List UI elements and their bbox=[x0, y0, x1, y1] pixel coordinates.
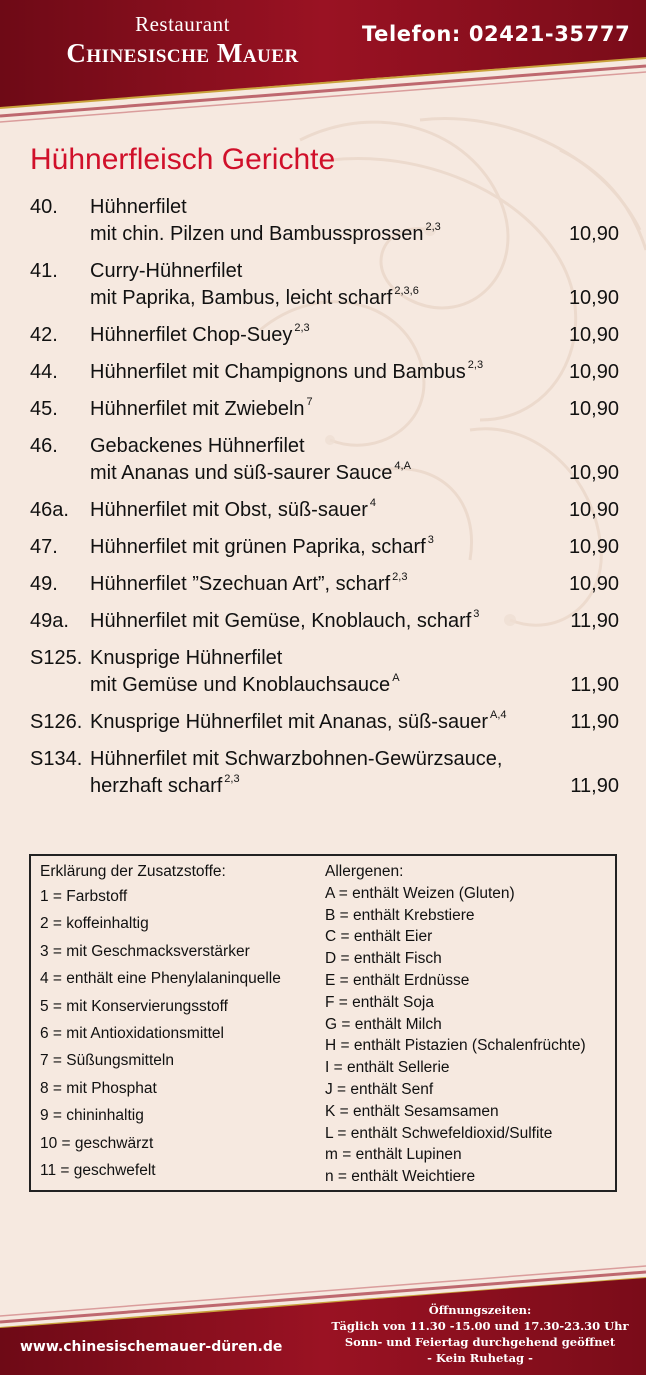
item-additive-codes: A,4 bbox=[489, 709, 507, 722]
item-description bbox=[30, 497, 622, 524]
item-description-line bbox=[90, 571, 542, 598]
item-number: 45. bbox=[30, 398, 58, 420]
item-description bbox=[30, 571, 622, 598]
menu-item bbox=[30, 322, 622, 349]
item-price: 10,90 bbox=[568, 536, 619, 558]
item-description-line bbox=[90, 359, 542, 386]
item-number: 49a. bbox=[30, 610, 69, 632]
item-description-line bbox=[90, 221, 542, 248]
additives-list bbox=[40, 887, 320, 1188]
item-description bbox=[30, 322, 622, 349]
legend-box bbox=[29, 854, 617, 1192]
menu-item bbox=[30, 709, 622, 736]
item-description-line bbox=[90, 672, 542, 699]
item-number: 46. bbox=[30, 435, 58, 457]
restaurant-label: Restaurant bbox=[135, 12, 230, 36]
item-number: 41. bbox=[30, 260, 58, 282]
allergen-entry: L = enthält Schwefeldioxid/Sulfite bbox=[325, 1124, 553, 1142]
additive-entry: 4 = enthält eine Phenylalaninquelle bbox=[40, 970, 281, 988]
additive-entry: 3 = mit Geschmacksverstärker bbox=[40, 942, 250, 960]
item-description-line bbox=[90, 773, 542, 800]
item-text: Hühnerfilet mit grünen Paprika, scharf bbox=[90, 536, 426, 558]
item-additive-codes: 2,3,6 bbox=[394, 285, 419, 298]
item-description-line bbox=[90, 497, 542, 524]
item-number: S125. bbox=[30, 647, 83, 669]
item-description-line bbox=[90, 534, 542, 561]
allergen-entry: K = enthält Sesamsamen bbox=[325, 1102, 499, 1120]
item-description-line bbox=[90, 608, 542, 635]
item-number: 47. bbox=[30, 536, 58, 558]
item-description bbox=[30, 645, 622, 699]
item-description-line bbox=[90, 746, 542, 773]
item-price: 10,90 bbox=[568, 324, 619, 346]
item-text: mit Paprika, Bambus, leicht scharf bbox=[90, 287, 393, 309]
item-description bbox=[30, 608, 622, 635]
additive-entry: 9 = chininhaltig bbox=[40, 1107, 144, 1125]
opening-hours-line: Täglich von 11.30 -15.00 und 17.30-23.30 Uhr bbox=[331, 1319, 629, 1333]
phone-number: Telefon: 02421-35777 bbox=[362, 22, 631, 46]
item-description-line bbox=[90, 258, 542, 285]
section-title: Hühnerfleisch Gerichte bbox=[30, 143, 336, 176]
item-additive-codes: 4 bbox=[369, 497, 376, 510]
menu-list bbox=[30, 194, 622, 810]
item-additive-codes: 3 bbox=[473, 608, 480, 621]
item-text: Knusprige Hühnerfilet bbox=[90, 647, 283, 669]
item-additive-codes: 4,A bbox=[394, 460, 411, 473]
item-price: 10,90 bbox=[568, 462, 619, 484]
allergen-entry: E = enthält Erdnüsse bbox=[325, 971, 470, 989]
item-description-line bbox=[90, 645, 542, 672]
item-description bbox=[30, 534, 622, 561]
item-text: mit Ananas und süß-saurer Sauce bbox=[90, 462, 393, 484]
item-price: 11,90 bbox=[570, 610, 619, 632]
item-text: Hühnerfilet mit Obst, süß-sauer bbox=[90, 499, 368, 521]
additive-entry: 7 = Süßungsmitteln bbox=[40, 1052, 174, 1070]
restaurant-name: Chinesische Mauer bbox=[66, 38, 299, 68]
item-text: Knusprige Hühnerfilet mit Ananas, süß-sauer bbox=[90, 711, 488, 733]
item-number: 42. bbox=[30, 324, 58, 346]
allergen-entry: G = enthält Milch bbox=[325, 1015, 442, 1033]
menu-item bbox=[30, 645, 622, 699]
item-number: 49. bbox=[30, 573, 58, 595]
additive-entry: 5 = mit Konservierungsstoff bbox=[40, 997, 228, 1015]
item-text: Curry-Hühnerfilet bbox=[90, 260, 243, 282]
item-description-line bbox=[90, 709, 542, 736]
menu-item bbox=[30, 534, 622, 561]
item-number: 44. bbox=[30, 361, 58, 383]
item-price: 10,90 bbox=[568, 223, 619, 245]
item-number: S134. bbox=[30, 748, 83, 770]
opening-hours-line: - Kein Ruhetag - bbox=[427, 1351, 533, 1365]
item-price: 10,90 bbox=[568, 573, 619, 595]
item-additive-codes: 2,3 bbox=[224, 773, 240, 786]
item-description-line bbox=[90, 460, 542, 487]
additive-entry: 6 = mit Antioxidationsmittel bbox=[40, 1024, 224, 1042]
item-price: 11,90 bbox=[570, 674, 619, 696]
item-additive-codes: 2,3 bbox=[392, 571, 408, 584]
allergen-entry: I = enthält Sellerie bbox=[325, 1059, 450, 1077]
additive-entry: 11 = geschwefelt bbox=[40, 1161, 156, 1179]
item-number: 40. bbox=[30, 196, 58, 218]
item-additive-codes: 2,3 bbox=[425, 221, 441, 234]
menu-item bbox=[30, 433, 622, 487]
item-additive-codes: 3 bbox=[427, 534, 434, 547]
item-text: Hühnerfilet bbox=[90, 196, 187, 218]
menu-item bbox=[30, 497, 622, 524]
item-text: Hühnerfilet ”Szechuan Art”, scharf bbox=[90, 573, 391, 595]
item-description bbox=[30, 194, 622, 248]
item-text: herzhaft scharf bbox=[90, 775, 223, 797]
item-text: Hühnerfilet mit Champignons und Bambus bbox=[90, 361, 466, 383]
item-price: 10,90 bbox=[568, 398, 619, 420]
header-banner bbox=[0, 0, 646, 130]
item-price: 10,90 bbox=[568, 499, 619, 521]
opening-hours-line: Sonn- und Feiertag durchgehend geöffnet bbox=[344, 1335, 616, 1349]
menu-item bbox=[30, 359, 622, 386]
item-additive-codes: 7 bbox=[306, 396, 313, 409]
item-description bbox=[30, 433, 622, 487]
item-price: 11,90 bbox=[570, 711, 619, 733]
allergen-entry: H = enthält Pistazien (Schalenfrüchte) bbox=[325, 1037, 586, 1055]
item-text: Hühnerfilet mit Gemüse, Knoblauch, scharf bbox=[90, 610, 472, 632]
website-link[interactable]: www.chinesischemauer-düren.de bbox=[20, 1339, 283, 1355]
item-description-line bbox=[90, 322, 542, 349]
item-number: 46a. bbox=[30, 499, 69, 521]
additives-column bbox=[40, 862, 320, 1188]
item-description bbox=[30, 746, 622, 800]
menu-item bbox=[30, 258, 622, 312]
item-description-line bbox=[90, 285, 542, 312]
item-price: 10,90 bbox=[568, 287, 619, 309]
allergens-list bbox=[325, 884, 615, 1189]
item-description-line bbox=[90, 433, 542, 460]
item-price: 10,90 bbox=[568, 361, 619, 383]
allergen-entry: D = enthält Fisch bbox=[325, 950, 442, 968]
menu-item bbox=[30, 608, 622, 635]
item-number: S126. bbox=[30, 711, 83, 733]
additive-entry: 8 = mit Phosphat bbox=[40, 1079, 157, 1097]
item-text: Gebackenes Hühnerfilet bbox=[90, 435, 305, 457]
additive-entry: 10 = geschwärzt bbox=[40, 1134, 154, 1152]
item-additive-codes: A bbox=[392, 672, 400, 685]
item-price: 11,90 bbox=[570, 775, 619, 797]
allergen-entry: n = enthält Weichtiere bbox=[325, 1168, 476, 1186]
item-description bbox=[30, 396, 622, 423]
item-description bbox=[30, 709, 622, 736]
item-description-line bbox=[90, 396, 542, 423]
additives-heading: Erklärung der Zusatzstoffe: bbox=[40, 863, 226, 880]
menu-item bbox=[30, 571, 622, 598]
item-text: Hühnerfilet mit Schwarzbohnen-Gewürzsauce, bbox=[90, 748, 503, 770]
item-text: mit chin. Pilzen und Bambussprossen bbox=[90, 223, 424, 245]
allergen-entry: J = enthält Senf bbox=[325, 1080, 434, 1098]
allergens-column bbox=[325, 862, 615, 1189]
additive-entry: 2 = koffeinhaltig bbox=[40, 915, 149, 933]
menu-item bbox=[30, 396, 622, 423]
menu-item bbox=[30, 194, 622, 248]
item-additive-codes: 2,3 bbox=[294, 322, 310, 335]
additive-entry: 1 = Farbstoff bbox=[40, 888, 128, 905]
opening-hours bbox=[330, 1302, 630, 1366]
item-text: mit Gemüse und Knoblauchsauce bbox=[90, 674, 391, 696]
allergen-entry: F = enthält Soja bbox=[325, 993, 434, 1011]
allergen-entry: C = enthält Eier bbox=[325, 928, 433, 946]
item-description-line bbox=[90, 194, 542, 221]
item-text: Hühnerfilet Chop-Suey bbox=[90, 324, 293, 346]
item-description bbox=[30, 258, 622, 312]
allergen-entry: A = enthält Weizen (Gluten) bbox=[325, 884, 515, 902]
item-text: Hühnerfilet mit Zwiebeln bbox=[90, 398, 305, 420]
allergen-entry: B = enthält Krebstiere bbox=[325, 906, 475, 924]
opening-hours-line: Öffnungszeiten: bbox=[428, 1303, 532, 1317]
item-additive-codes: 2,3 bbox=[467, 359, 484, 372]
item-description bbox=[30, 359, 622, 386]
allergen-entry: m = enthält Lupinen bbox=[325, 1146, 462, 1164]
menu-item bbox=[30, 746, 622, 800]
allergens-heading: Allergenen: bbox=[325, 863, 404, 880]
